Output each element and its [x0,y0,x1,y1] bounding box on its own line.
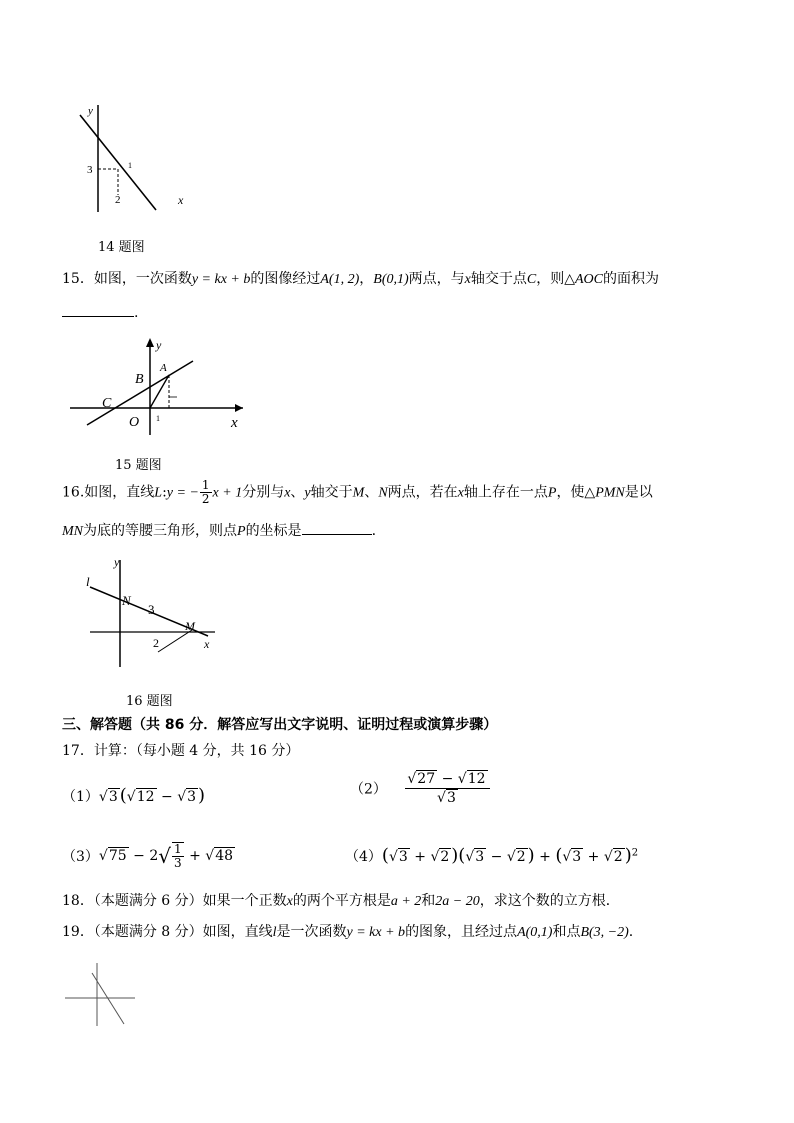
q16-fraction [200,479,212,506]
q16-p: P [547,485,557,501]
q16-pmn: PMN [595,485,625,501]
q15-text: 两点，与 [408,271,465,287]
q15-period: . [134,305,139,321]
fig16-x-label: x [204,637,210,651]
figure-19 [60,958,140,1028]
q19-text: 19．（本题满分 8 分）如图，直线 [62,924,273,940]
q15-c: C [526,272,537,287]
q16-text: 为底的等腰三角形，则点 [83,523,237,539]
fig15-a-label: A [160,362,167,374]
figure-14 [70,100,200,220]
q17-p1-b: 12 [136,789,155,805]
q17-part-2 [350,770,491,807]
q18-text: 18．（本题满分 6 分）如果一个正数 [62,893,287,909]
figure-15 [65,335,250,435]
q15-text: 如图，一次函数 [93,271,192,287]
q17-p3-label: （3） [62,849,99,865]
q16-text: 、 [364,484,379,501]
q16-text: ，使△ [556,484,596,501]
fig15-caption: 15 题图 [115,458,162,473]
q19-l: l [272,925,277,940]
q16-text: 如图，直线 [84,484,155,501]
q16-frac-den: 2 [201,492,210,506]
q18-expr-1: a + 2 [390,894,422,909]
q17-p4-d: 2 [516,849,526,865]
fig14-y-label: y [88,105,93,117]
question-15 [62,268,659,288]
fig16-3-label: 3 [148,602,155,617]
q17-p2-num-b: 12 [467,771,486,787]
q17-p4-f: 2 [613,849,623,865]
q16-text: 、 [290,484,305,501]
q16-frac-num: 1 [201,478,210,492]
question-16 [62,479,653,506]
q18-text: 的两个平方根是 [292,893,391,909]
q17-p1-c: 3 [187,789,197,805]
q16-l: L [154,485,163,501]
q17-p4-e: 3 [572,849,582,865]
q16-text: 轴交于 [310,484,353,501]
fig15-x-label: x [231,415,238,431]
section-3-title: 三、解答题（共 86 分．解答应写出文字说明、证明过程或演算步骤） [62,717,498,733]
q17-p4-b: 2 [440,849,450,865]
q19-period: . [628,924,634,940]
q19-equation: y = kx + b [346,925,406,940]
q18-x: x [286,894,293,909]
q17-p1-label: （1） [62,789,99,805]
q18-expr-2: 2a − 20 [435,894,480,909]
q19-text: 是一次函数 [276,924,347,940]
q15-text: ， [359,271,374,287]
fig16-y-label: y [114,555,120,569]
q17-p3-coef: 2 [149,848,159,864]
q17-p4-a: 3 [398,849,408,865]
q17-p1-a: 3 [108,789,118,805]
q16-answer-blank[interactable] [302,520,372,535]
fig15-b-label: B [135,372,144,387]
q15-x: x [464,272,471,287]
q17-p2-fraction [405,770,489,807]
q19-text: 和点 [552,924,581,940]
fig14-label-3: 3 [87,164,93,176]
fig15-c-label: C [102,396,112,411]
q19-point-a: A(0,1) [517,925,553,940]
q17-p2-num-a: 27 [417,771,436,787]
q16-text: 两点，若在 [387,484,458,501]
fig14-caption: 14 题图 [98,240,145,255]
fig15-y-label: y [156,338,162,352]
q15-text: 轴交于点 [470,271,527,287]
q17-p2-den: 3 [446,790,456,806]
q15-aoc: AOC [575,272,603,287]
q17-p2-numerator: √27 − √12 [405,770,489,789]
q16-mn: MN [62,524,83,539]
fig16-m-label: M [185,619,195,633]
q16-eq-pre: y = − [166,485,199,501]
question-19 [62,921,633,941]
q18-text: ，求这个数的立方根． [479,893,620,909]
fig15-o-label: O [129,415,140,430]
q16-n: N [378,485,388,501]
q17-p4-c: 3 [475,849,485,865]
q15-point-a: A(1, 2) [320,272,360,287]
q16-p2: P [237,524,246,539]
q16-text: 轴上存在一点 [463,484,548,501]
q17-p2-denominator: √3 [437,790,456,806]
fig14-x-label: x [178,193,184,207]
q15-point-b: B(0,1) [373,272,409,287]
q17-p3-b: 48 [215,848,234,864]
q17-part-1: （1）√3 (√12 − √3 ) [62,785,206,806]
q18-text: 和 [421,893,436,909]
q17-title: 17．计算：（每小题 4 分，共 16 分） [62,743,300,759]
q19-point-b: B(3, −2) [580,925,629,940]
q15-equation: y = kx + b [191,272,251,287]
q19-text: 的图象，且经过点 [405,924,518,940]
fig14-label-2: 2 [115,194,121,206]
q16-text: 的坐标是 [245,523,302,539]
fig16-2-label: 2 [153,636,159,650]
q17-part-4: （4）(√3 + √2 )(√3 − √2 ) + (√3 + √2 )$^2$ [345,845,639,866]
q16-text: 是以 [624,484,653,501]
q17-p3-a: 75 [108,848,127,864]
q15-text: ，则△ [536,271,575,287]
q16-eq-post: x + 1 [212,485,243,501]
fig15-1-label: 1 [156,414,160,423]
fig16-caption: 16 题图 [126,694,173,709]
fig16-n-label: N [122,593,131,608]
q16-number: 16. [62,484,85,501]
q16-colon: : [162,484,167,501]
q17-p2-label: （2） [350,781,387,798]
figure-16 [80,552,220,670]
q17-p4-exp: 2 [631,847,639,859]
q16-m: M [352,485,365,501]
q17-p3-frac-den: 3 [173,856,182,870]
q15-text: 的图像经过 [250,271,321,287]
q16-y: y [304,485,311,501]
q17-p4-label: （4） [345,849,382,865]
q17-p3-frac-num: 1 [173,842,182,856]
q15-text: 的面积为 [603,271,659,287]
fig14-label-1: 1 [128,161,132,170]
q16-x: x [284,485,291,501]
q17-part-3: （3）√75 − 2√ $\frac{1}{3}$ + √48 [62,842,234,870]
q15-answer-line [62,302,138,321]
q15-answer-blank[interactable] [62,302,134,317]
q16-line-2 [62,520,376,540]
q17-p3-fraction [172,842,184,870]
q16-period: . [371,523,377,539]
fig16-l-label: l [86,574,90,589]
q15-number: 15． [62,271,94,287]
q16-x2: x [457,485,464,501]
q16-text: 分别与 [242,484,285,501]
question-18 [62,890,620,910]
